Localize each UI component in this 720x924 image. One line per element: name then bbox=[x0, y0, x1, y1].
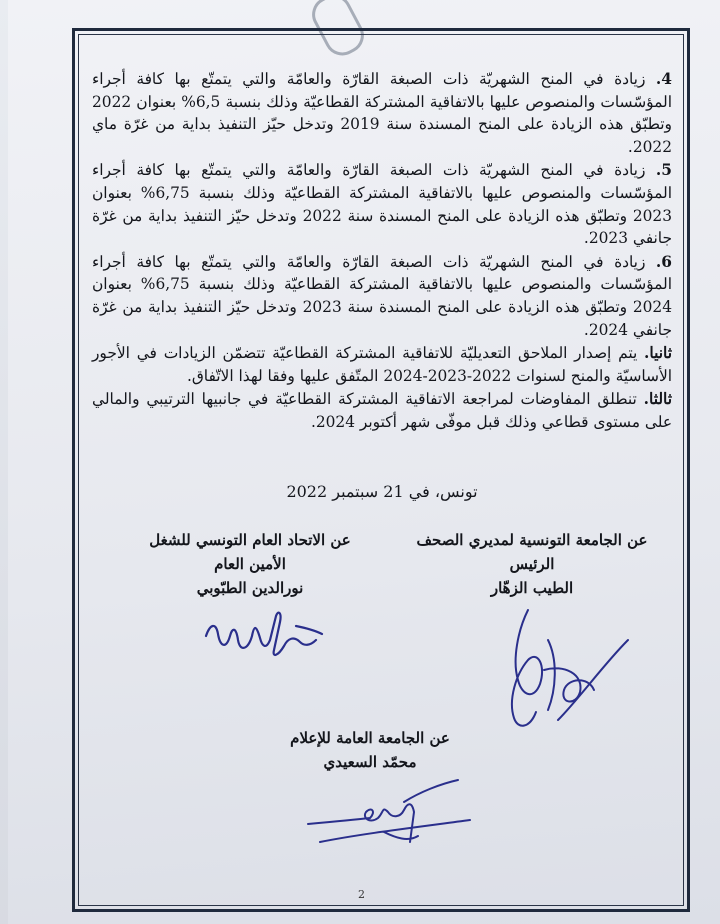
signatory-org: عن الجامعة التونسية لمديري الصحف bbox=[416, 531, 648, 549]
clause-number: 5. bbox=[655, 161, 672, 180]
clause-text: تنطلق المفاوضات لمراجعة الاتفاقية المشتركة القطاعيّة في جانبيها الترتيبي والمالي على مستوى قطاعي وذلك قبل موفّى شهر أكتوبر 2024. bbox=[92, 390, 672, 431]
signatory-org: عن الجامعة العامة للإعلام bbox=[290, 729, 450, 747]
page-number: 2 bbox=[358, 888, 365, 901]
clause-text: زيادة في المنح الشهريّة ذات الصبغة القارّة والعامّة والتي يتمتّع بها كافة أجراء المؤسّسات والمنصوص عليها بالاتفاقية المشتركة القطاعيّة وذلك بنسبة 6,5% بعنوان 2022 وتطبّق هذه الزيادة على المنح المسندة سنة 2019 وتدخل حيّز التنفيذ بداية من غرّة ماي 2022. bbox=[92, 70, 672, 156]
clause-text: يتم إصدار الملاحق التعديليّة للاتفاقية المشتركة القطاعيّة تتضمّن الزيادات في الأجور الأساسيّة والمنح لسنوات 2022-2023-2024 المتّفق عليها وفقا لهذا الاتّفاق. bbox=[92, 344, 672, 385]
clause-4 bbox=[92, 68, 672, 158]
signatory-press-directors bbox=[382, 528, 682, 600]
signatory-org: عن الاتحاد العام التونسي للشغل bbox=[149, 531, 351, 549]
signatory-name: الطيب الزهّار bbox=[490, 579, 574, 597]
body-text bbox=[92, 68, 672, 435]
signatory-media-federation bbox=[260, 726, 480, 774]
clause-text: زيادة في المنح الشهريّة ذات الصبغة القارّة والعامّة والتي يتمتّع بها كافة أجراء المؤسّسات والمنصوص عليها بالاتفاقية المشتركة القطاعيّة وذلك بنسبة 6,75% بعنوان 2024 وتطبّق هذه الزيادة على المنح المسندة سنة 2023 وتدخل حيّز التنفيذ بداية من غرّة جانفي 2024. bbox=[92, 252, 672, 339]
clause-number: 6. bbox=[655, 252, 672, 271]
signatory-labour-union bbox=[100, 528, 400, 600]
clause-6 bbox=[92, 251, 672, 341]
clause-second bbox=[92, 342, 672, 387]
signature-bottom bbox=[300, 772, 480, 862]
clause-number: 4. bbox=[655, 70, 672, 88]
clause-5 bbox=[92, 159, 672, 249]
clause-number: ثانيا. bbox=[644, 344, 672, 363]
signatory-name: نورالدين الطبّوبي bbox=[196, 579, 304, 597]
date-line: تونس، في 21 سبتمبر 2022 bbox=[286, 482, 478, 501]
clause-text: زيادة في المنح الشهريّة ذات الصبغة القارّة والعامّة والتي يتمتّع بها كافة أجراء المؤسّسات والمنصوص عليها بالاتفاقية المشتركة القطاعيّة وذلك بنسبة 6,75% بعنوان 2023 وتطبّق هذه الزيادة على المنح المسندة سنة 2022 وتدخل حيّز التنفيذ بداية من غرّة جانفي 2023. bbox=[92, 161, 672, 248]
signatory-role: الرئيس bbox=[509, 555, 555, 573]
signatory-role: الأمين العام bbox=[214, 555, 286, 573]
signature-right bbox=[488, 600, 638, 740]
signatory-name: محمّد السعيدي bbox=[323, 753, 417, 771]
clause-number: ثالثا. bbox=[643, 390, 672, 409]
clause-third bbox=[92, 388, 672, 433]
signature-left bbox=[196, 606, 336, 666]
